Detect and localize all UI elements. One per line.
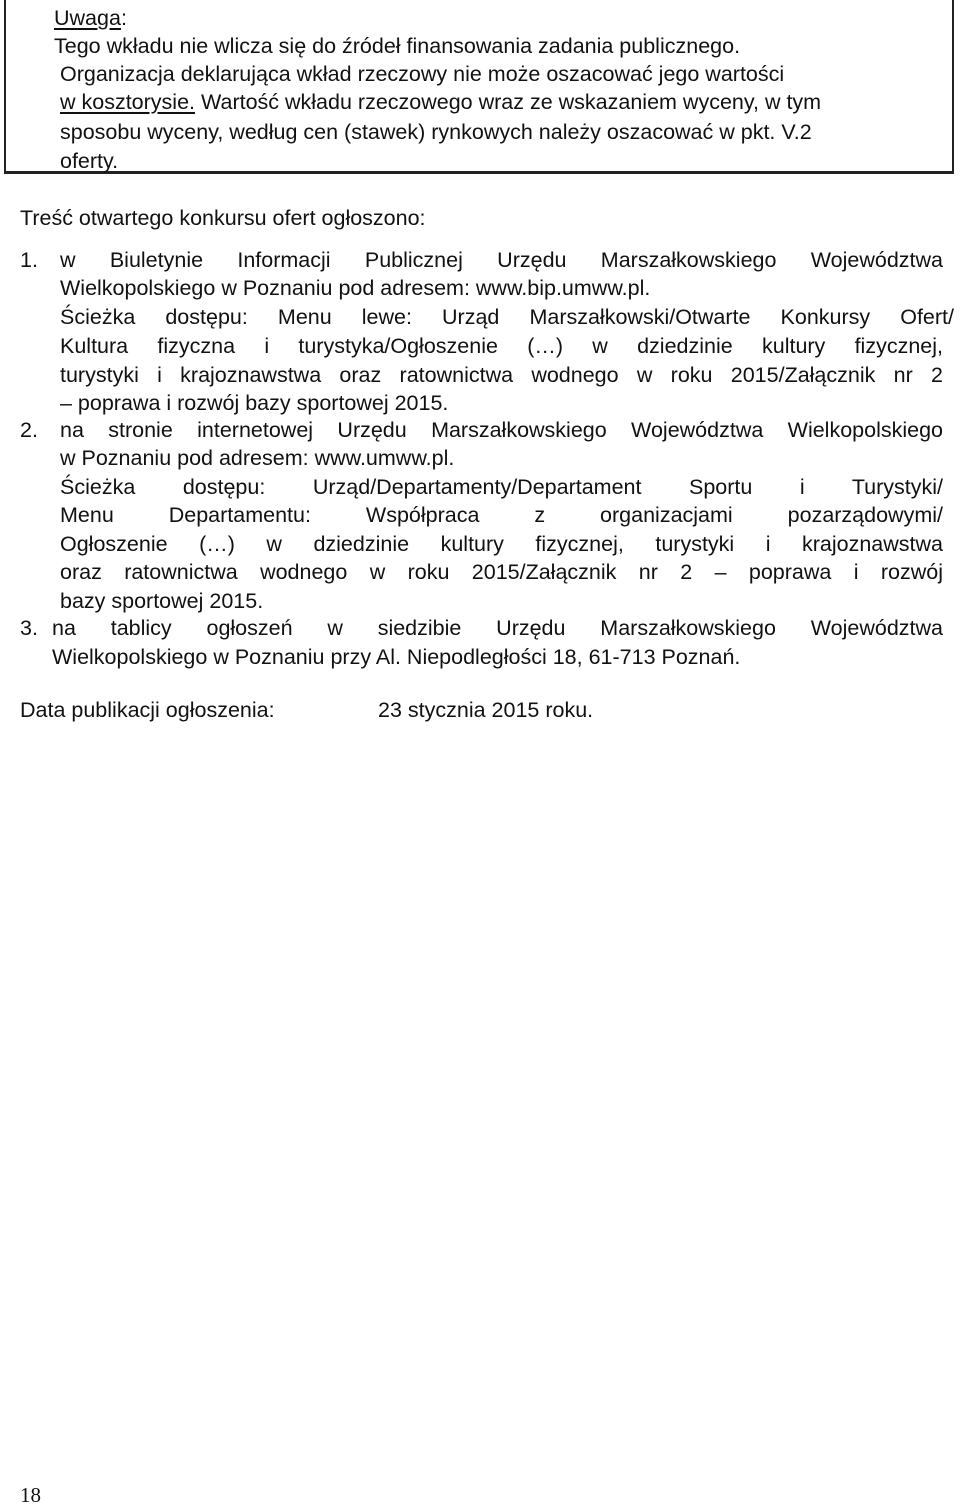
notice-line: w kosztorysie. Wartość wkładu rzeczowego wraz ze wskazaniem wyceny, w tym [60,90,822,114]
notice-line: oferty. [60,149,119,173]
list-item-line: w Poznaniu pod adresem: www.umww.pl. [60,446,455,470]
list-number: 3. [20,616,38,640]
announcement-heading: Treść otwartego konkursu ofert ogłoszono: [20,206,426,230]
list-number: 1. [20,248,38,272]
list-item-line: Ogłoszenie (…) w dziedzinie kultury fizycznej, turystyki i krajoznawstwa [60,532,943,556]
list-item-line: Ścieżka dostępu: Menu lewe: Urząd Marszałkowski/Otwarte Konkursy Ofert/ [60,305,954,329]
list-item-line: oraz ratownictwa wodnego w roku 2015/Załącznik nr 2 – poprawa i rozwój [60,560,943,584]
list-item-line: – poprawa i rozwój bazy sportowej 2015. [60,391,449,415]
list-item-line: Ścieżka dostępu: Urząd/Departamenty/Departament Sportu i Turystyki/ [60,475,943,499]
list-item-line: w Biuletynie Informacji Publicznej Urzędu Marszałkowskiego Województwa [60,248,943,272]
publication-date-label: Data publikacji ogłoszenia: [20,698,275,722]
page-number: 18 [20,1483,41,1507]
list-item-line: na stronie internetowej Urzędu Marszałkowskiego Województwa Wielkopolskiego [60,418,943,442]
list-item-line: na tablicy ogłoszeń w siedzibie Urzędu Marszałkowskiego Województwa [52,616,943,640]
notice-line: sposobu wyceny, według cen (stawek) rynkowych należy oszacować w pkt. V.2 [60,120,812,144]
list-item-line: Wielkopolskiego w Poznaniu pod adresem: www.bip.umww.pl. [60,276,651,300]
publication-date-value: 23 stycznia 2015 roku. [378,698,594,722]
list-number: 2. [20,418,38,442]
notice-line: Tego wkładu nie wlicza się do źródeł finansowania zadania publicznego. [54,34,741,58]
notice-heading: Uwaga: [54,6,127,30]
list-item-line: bazy sportowej 2015. [60,589,264,613]
list-item-line: turystyki i krajoznawstwa oraz ratownictwa wodnego w roku 2015/Załącznik nr 2 [60,363,943,387]
list-item-line: Menu Departamentu: Współpraca z organizacjami pozarządowymi/ [60,503,943,527]
notice-line: Organizacja deklarująca wkład rzeczowy nie może oszacować jego wartości [60,62,785,86]
list-item-line: Kultura fizyczna i turystyka/Ogłoszenie (…) w dziedzinie kultury fizycznej, [60,334,943,358]
list-item-line: Wielkopolskiego w Poznaniu przy Al. Niepodległości 18, 61-713 Poznań. [52,645,741,669]
